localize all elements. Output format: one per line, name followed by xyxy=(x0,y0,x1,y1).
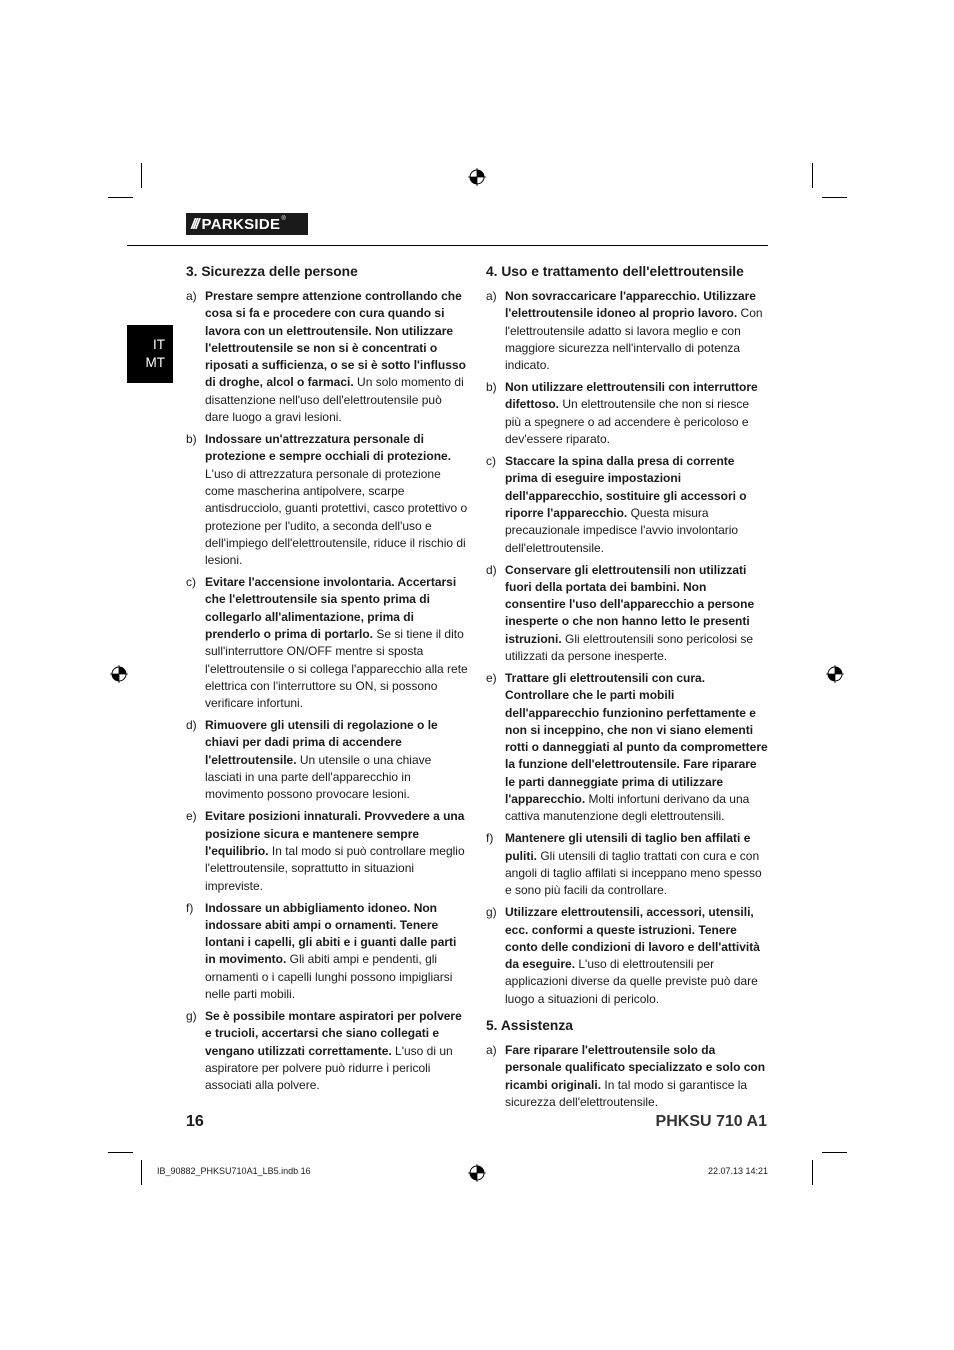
item-bold-text: Se è possibile montare aspiratori per polvere e trucioli, accertarsi che siano collegati e vengano utilizzati correttamente. xyxy=(205,1009,462,1058)
item-bold-text: Indossare un abbigliamento idoneo. Non indossare abiti ampi o ornamenti. Tenere lontani i capelli, gli abiti e i guanti dalle parti in movimento. xyxy=(205,900,457,967)
item-text: Gli utensili di taglio trattati con cura e con angoli di taglio affilati si inceppano meno spesso e sono più facili da controllare. xyxy=(505,848,762,898)
item-label: a) xyxy=(486,289,497,303)
section-heading: 3. Sicurezza delle persone xyxy=(186,264,358,279)
logo-registered-mark: ® xyxy=(281,216,286,222)
item-text: L'uso di attrezzatura personale di protezione come mascherina antipolvere, scarpe antisdrucciolo, guanti protettivi, casco protettivo o protezione per l'udito, a seconda dell'uso e dell'impiego dell'elettroutensile, riduce il rischio di lesioni. xyxy=(205,466,468,568)
item-text: In tal modo si garantisce la sicurezza dell'elettroutensile. xyxy=(505,1077,748,1109)
logo-text: PARKSIDE xyxy=(201,215,281,233)
crop-mark xyxy=(108,197,133,198)
registration-mark-icon xyxy=(468,1164,486,1182)
crop-mark xyxy=(822,1152,847,1153)
item-label: f) xyxy=(486,831,494,846)
logo-stripes: /// xyxy=(191,215,198,233)
item-bold-text: Non sovraccaricare l'apparecchio. Utilizzare l'elettroutensile idoneo al proprio lavoro. xyxy=(505,289,756,321)
item-text: Gli abiti ampi e pendenti, gli ornamenti o i capelli lunghi possono impigliarsi nelle parti mobili. xyxy=(205,952,453,1002)
slug-file: IB_90882_PHKSU710A1_LB5.indb 16 xyxy=(157,1166,311,1176)
crop-mark xyxy=(812,163,813,188)
item-list xyxy=(186,288,468,1094)
list-item xyxy=(486,379,768,448)
item-label: e) xyxy=(186,809,197,824)
item-bold-text: Evitare posizioni innaturali. Provvedere a una posizione sicura e mantenere sempre l'equilibrio. xyxy=(205,809,465,858)
parkside-logo xyxy=(186,213,308,235)
item-text: L'uso di elettroutensili per applicazioni diverse da quelle previste può dare luogo a situazioni di pericolo. xyxy=(505,957,758,1006)
item-list xyxy=(486,1042,768,1111)
registration-mark-icon xyxy=(826,665,844,683)
language-code-it: IT xyxy=(153,337,165,352)
item-bold-text: Non utilizzare elettroutensili con interruttore difettoso. xyxy=(505,380,758,412)
item-label: b) xyxy=(486,380,497,395)
item-bold-text: Conservare gli elettroutensili non utilizzati fuori della portata dei bambini. Non consentire l'uso dell'apparecchio a persone inesperte o che non hanno letto le presenti istruzioni. xyxy=(505,562,755,646)
item-text: Un utensile o una chiave lasciati in una parte dell'apparecchio in movimento possono provocare lesioni. xyxy=(205,752,432,802)
crop-mark xyxy=(141,1160,142,1185)
language-tab xyxy=(127,325,173,383)
header-rule xyxy=(127,245,768,246)
item-text: Un solo momento di disattenzione nell'uso dell'elettroutensile può dare luogo a gravi lesioni. xyxy=(205,375,464,425)
right-column xyxy=(486,262,768,1116)
item-bold-text: Staccare la spina dalla presa di corrente prima di eseguire impostazioni dell'apparecchio, sostituire gli accessori o riporre l'apparecchio. xyxy=(505,454,747,520)
item-text: Se si tiene il dito sull'interruttore ON/OFF mentre si sposta l'elettroutensile o si collega l'apparecchio alla rete elettrica con l'interruttore su ON, si possono verificare infortuni. xyxy=(205,627,468,711)
list-item xyxy=(186,1008,468,1094)
item-label: g) xyxy=(186,1009,197,1023)
registration-mark-icon xyxy=(468,168,486,186)
item-text: Molti infortuni derivano da una cattiva manutenzione degli elettroutensili. xyxy=(505,792,750,824)
item-bold-text: Mantenere gli utensili di taglio ben affilati e puliti. xyxy=(505,831,751,863)
item-text: Questa misura precauzionale impedisce l'avvio involontario dell'elettroutensile. xyxy=(505,505,739,555)
item-label: f) xyxy=(186,900,194,915)
item-label: e) xyxy=(486,670,497,685)
section-heading: 4. Uso e trattamento dell'elettroutensile xyxy=(486,264,744,279)
item-label: g) xyxy=(486,905,497,920)
left-column xyxy=(186,262,468,1099)
item-text: L'uso di un aspiratore per polvere può ridurre i pericoli associati alla polvere. xyxy=(205,1043,453,1093)
item-bold-text: Utilizzare elettroutensili, accessori, utensili, ecc. conformi a queste istruzioni. Tenere conto delle condizioni di lavoro e dell'attività da eseguire. xyxy=(505,905,760,972)
list-item xyxy=(186,288,468,426)
crop-mark xyxy=(141,163,142,188)
item-label: b) xyxy=(186,432,197,447)
item-label: a) xyxy=(186,289,197,303)
crop-mark xyxy=(812,1160,813,1185)
item-text: In tal modo si può controllare meglio l'elettroutensile, soprattutto in situazioni impreviste. xyxy=(205,843,465,893)
page-number: 16 xyxy=(186,1113,204,1130)
item-label: c) xyxy=(186,575,196,590)
item-text: Gli elettroutensili sono pericolosi se utilizzati da persone inesperte. xyxy=(505,631,754,663)
slug-date: 22.07.13 14:21 xyxy=(707,1166,768,1176)
list-item xyxy=(186,808,468,894)
list-item xyxy=(186,900,468,1004)
language-code-mt: MT xyxy=(145,355,165,370)
item-bold-text: Evitare l'accensione involontaria. Accertarsi che l'elettroutensile sia spento prima di collegarlo all'alimentazione, prima di prenderlo o prima di portarlo. xyxy=(205,575,457,642)
item-label: d) xyxy=(186,718,197,733)
model-number: PHKSU 710 A1 xyxy=(655,1113,767,1130)
item-label: c) xyxy=(486,454,496,469)
section-heading: 5. Assistenza xyxy=(486,1018,573,1033)
item-bold-text: Trattare gli elettroutensili con cura. Controllare che le parti mobili dell'apparecchio funzionino perfettamente e non si inceppino, che non vi siano elementi rotti o danneggiati al punto da compromettere la funzione dell'elettroutensile. Fare riparare le parti danneggiate prima di utilizzare l'apparecchio. xyxy=(505,670,768,807)
item-list xyxy=(486,288,768,1008)
registration-mark-icon xyxy=(110,665,128,683)
list-item xyxy=(186,574,468,712)
item-bold-text: Fare riparare l'elettroutensile solo da personale qualificato specializzato e solo con ricambi originali. xyxy=(505,1043,766,1092)
crop-mark xyxy=(108,1152,133,1153)
list-item xyxy=(186,717,468,803)
list-item xyxy=(486,830,768,899)
item-bold-text: Prestare sempre attenzione controllando che cosa si fa e procedere con cura quando si lavora con un elettroutensile. Non utilizzare l'elettroutensile se non si è concentrati o riposati a sufficienza, o se si è sotto l'influsso di droghe, alcol o farmaci. xyxy=(205,289,466,390)
list-item xyxy=(486,288,768,374)
item-text: Con l'elettroutensile adatto si lavora meglio e con maggiore sicurezza nell'intervallo di potenza indicato. xyxy=(505,306,763,373)
item-label: a) xyxy=(486,1043,497,1057)
list-item xyxy=(486,453,768,557)
item-bold-text: Rimuovere gli utensili di regolazione o le chiavi per dadi prima di accendere l'elettroutensile. xyxy=(205,718,438,767)
list-item xyxy=(486,562,768,666)
item-bold-text: Indossare un'attrezzatura personale di protezione e sempre occhiali di protezione. xyxy=(205,432,452,464)
list-item xyxy=(486,1042,768,1111)
list-item xyxy=(486,904,768,1008)
list-item xyxy=(186,431,468,569)
item-text: Un elettroutensile che non si riesce più a spegnere o ad accendere è pericoloso e dev'essere riparato. xyxy=(505,397,750,447)
crop-mark xyxy=(822,197,847,198)
list-item xyxy=(486,670,768,826)
item-label: d) xyxy=(486,562,497,577)
